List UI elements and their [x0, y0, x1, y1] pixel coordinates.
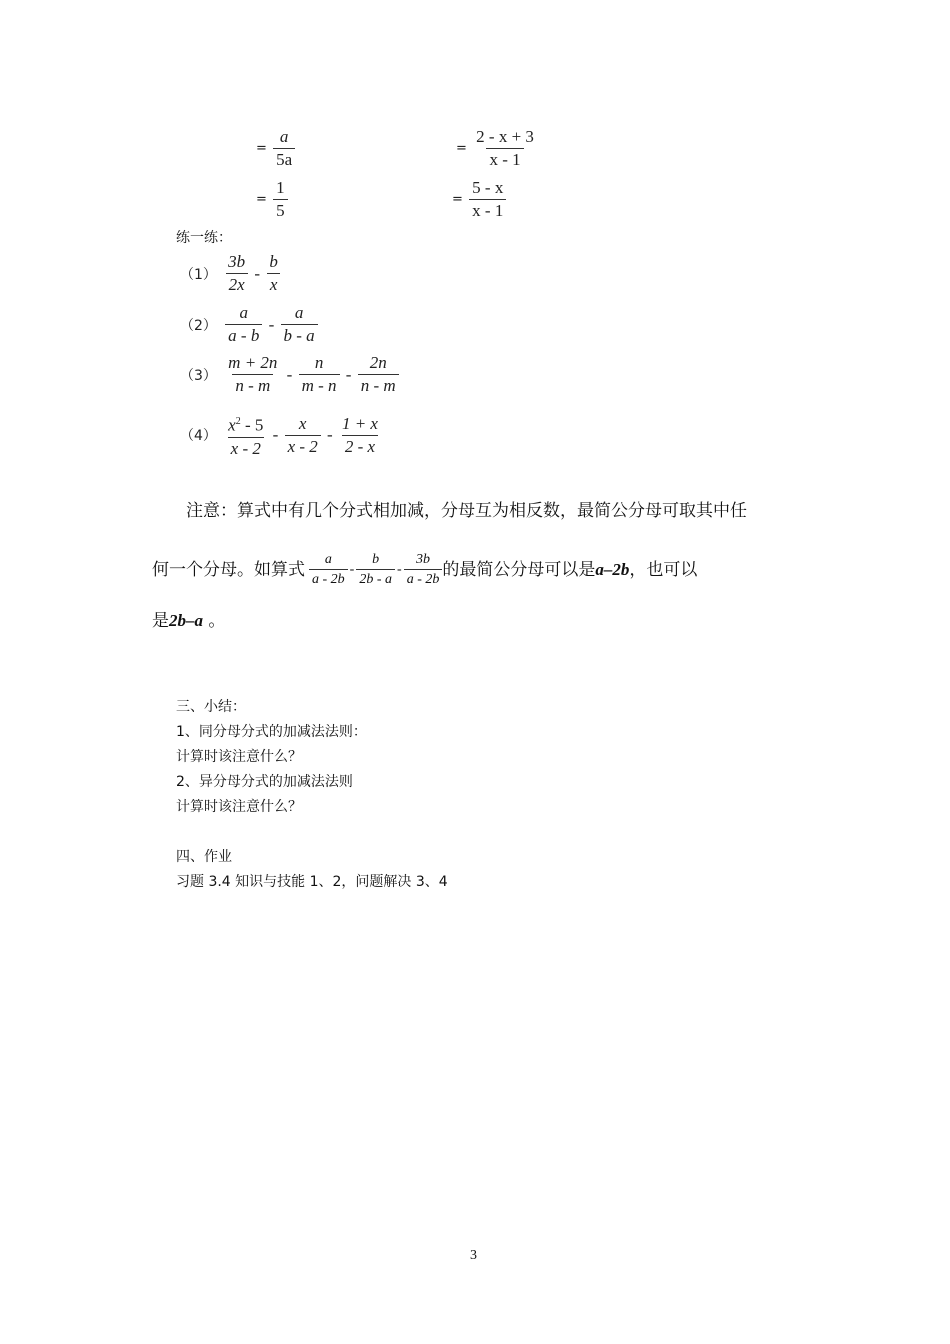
fraction: $\frac{3b}{a - 2b}$ [404, 550, 443, 589]
fraction: $\frac{1 + x}{2 - x}$ [341, 413, 378, 456]
summary-item-1: 1、同分母分式的加减法法则： [176, 724, 367, 740]
work-left-line2: = $\frac{1}{5}$ [256, 177, 288, 222]
work-right-line2: = $\frac{5 - x}{x - 1}$ [452, 177, 506, 222]
work-right-line1: = $\frac{2 - x + 3}{x - 1}$ [456, 126, 537, 171]
fraction: $\frac{a}{b - a}$ [281, 302, 318, 347]
fraction: $\frac{5 - x}{x - 1}$ [469, 177, 506, 222]
homework-text: 习题 3.4 知识与技能 1、2，问题解决 3、4 [176, 874, 448, 890]
note-line-2: 何一个分母。如算式 $\frac{a}{a - 2b}$ - $\frac{b}{2b - a}$ - $\frac{3b}{a - 2b}$ 的最简公分母可以是 a–2b ，也可以 [152, 552, 698, 587]
fraction: $\frac{n}{m - n}$ [299, 352, 340, 397]
fraction: $\frac{b}{x}$ [266, 251, 281, 296]
fraction: $\frac{a}{a - 2b}$ [309, 550, 348, 589]
summary-item-2: 2、异分母分式的加减法法则 [176, 774, 353, 790]
note-line-1: 注意：算式中有几个分式相加减，分母互为相反数，最简公分母可取其中任 [186, 501, 747, 521]
fraction: $\frac{a}{a - b}$ [225, 302, 262, 347]
page-number: 3 [470, 1248, 477, 1263]
fraction: $\frac{2n}{n - m}$ [358, 352, 399, 397]
practice-item-4: （4） $\frac{x^2 - 5}{x - 2}$ - $\frac{x}{x - 2}$ - $\frac{1 + x}{2 - x}$ [180, 411, 381, 460]
fraction: $\frac{1}{5}$ [273, 177, 288, 222]
fraction: $\frac{x^2 - 5}{x - 2}$ [228, 415, 264, 458]
note-line-3: 是2b–a 。 [152, 611, 226, 631]
practice-title: 练一练： [176, 230, 232, 246]
fraction: $\frac{2 - x + 3}{x - 1}$ [476, 127, 534, 169]
fraction: $\frac{b}{2b - a}$ [356, 550, 395, 589]
fraction: $\frac{x}{x - 2}$ [285, 413, 321, 458]
fraction: $\frac{3b}{2x}$ [225, 251, 248, 296]
practice-item-2: （2） $\frac{a}{a - b}$ - $\frac{a}{b - a}$ [180, 302, 318, 347]
work-left-line1: = $\frac{a}{5a}$ [256, 126, 295, 171]
summary-question-2: 计算时该注意什么？ [176, 799, 302, 815]
fraction: $\frac{m + 2n}{n - m}$ [228, 353, 278, 395]
practice-item-3: （3） $\frac{m + 2n}{n - m}$ - $\frac{n}{m - n}$ - $\frac{2n}{n - m}$ [180, 352, 399, 397]
practice-item-1: （1） $\frac{3b}{2x}$ - $\frac{b}{x}$ [180, 251, 281, 296]
summary-question-1: 计算时该注意什么？ [176, 749, 302, 765]
summary-title: 三、小结： [176, 699, 246, 715]
fraction: $\frac{a}{5a}$ [273, 126, 295, 171]
homework-title: 四、作业 [176, 849, 232, 865]
